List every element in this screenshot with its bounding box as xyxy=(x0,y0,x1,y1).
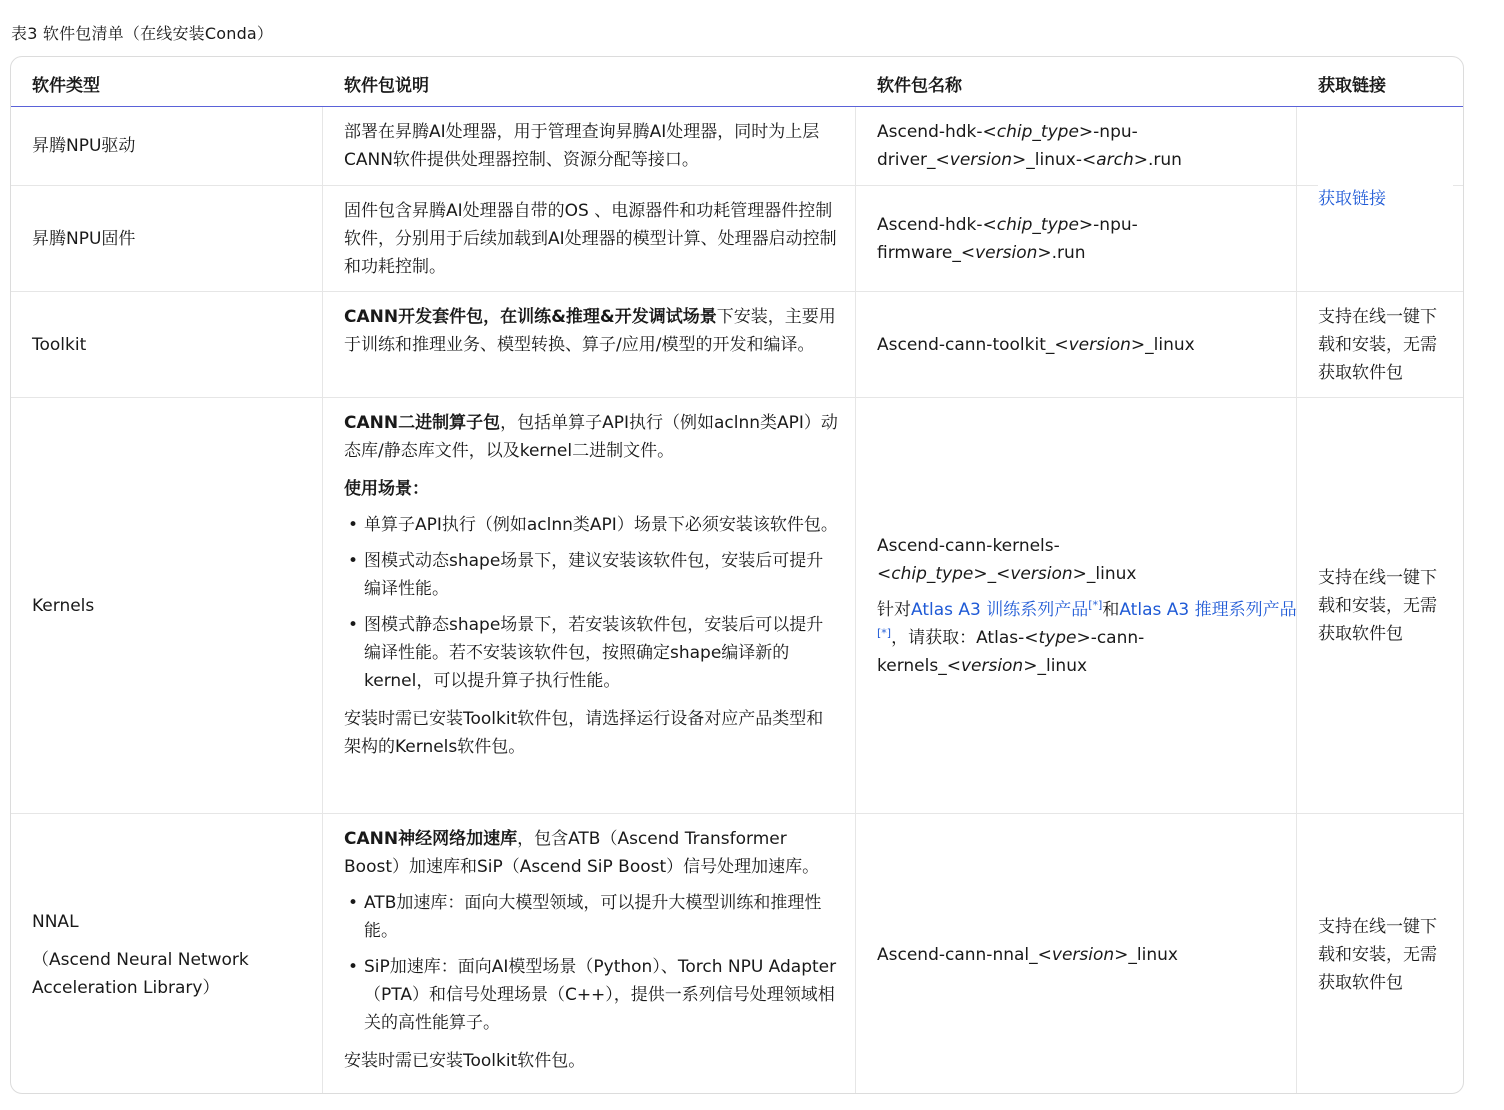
package-name-var: <version> xyxy=(1054,335,1146,355)
package-name-text: Ascend-cann-toolkit_ xyxy=(877,335,1055,355)
software-package-table xyxy=(10,56,1464,1094)
package-desc: 固件包含昇腾AI处理器自带的OS 、电源器件和功耗管理器件控制软件，分别用于后续加载到AI处理器的模型计算、处理器启动控制和功耗控制。 xyxy=(344,201,837,277)
header-get-link: 获取链接 xyxy=(1318,76,1386,96)
cell-get-link xyxy=(1318,398,1453,814)
footnote-marker[interactable]: [*] xyxy=(877,626,892,640)
package-name-text: .run xyxy=(1051,243,1086,263)
package-name-text: _ xyxy=(987,564,997,584)
list-item: • 图模式动态shape场景下，建议安装该软件包，安装后可提升编译性能。 xyxy=(344,547,839,603)
cell-get-link-merged xyxy=(1318,107,1453,291)
table-header xyxy=(11,57,1464,107)
online-install-note: 支持在线一键下载和安装，无需获取软件包 xyxy=(1318,568,1437,644)
cell-package-name xyxy=(877,118,1297,174)
list-item: • SiP加速库：面向AI模型场景（Python）、Torch NPU Adapter（PTA）和信号处理场景（C++），提供一系列信号处理领域相关的高性能算子。 xyxy=(344,953,839,1037)
desc-bold: CANN神经网络加速库 xyxy=(344,829,518,849)
note-text: ，请获取：Atlas- xyxy=(891,628,1025,648)
header-package-name: 软件包名称 xyxy=(877,76,962,96)
online-install-note: 支持在线一键下载和安装，无需获取软件包 xyxy=(1318,307,1437,383)
package-name-text: -npu-firmware_ xyxy=(877,215,1138,263)
list-item: • ATB加速库：面向大模型领域，可以提升大模型训练和推理性能。 xyxy=(344,889,839,945)
online-install-note: 支持在线一键下载和安装，无需获取软件包 xyxy=(1318,917,1437,993)
software-type: Kernels xyxy=(32,596,95,616)
package-name-text: Ascend-hdk- xyxy=(877,215,983,235)
cell-desc xyxy=(344,197,839,281)
package-name-text: -npu-driver_ xyxy=(877,122,1138,170)
package-name-var: <type> xyxy=(1024,628,1091,648)
software-type: 昇腾NPU驱动 xyxy=(32,136,136,156)
package-name-var: <version> xyxy=(935,150,1027,170)
note-text: -cann-kernels_ xyxy=(877,628,1145,676)
scene-list xyxy=(344,511,839,695)
note-text: _linux xyxy=(1037,656,1088,676)
table-row-npu-firmware xyxy=(11,185,1464,291)
package-name-text: _linux xyxy=(1128,945,1178,965)
package-name-text: _linux xyxy=(1086,564,1137,584)
cell-desc xyxy=(344,825,839,1075)
package-desc: 部署在昇腾AI处理器，用于管理查询昇腾AI处理器，同时为上层CANN软件提供处理器控制、资源分配等接口。 xyxy=(344,122,820,170)
cell-type xyxy=(32,398,312,814)
package-name-text: Ascend-hdk- xyxy=(877,122,983,142)
cell-package-name xyxy=(877,292,1297,398)
cell-desc xyxy=(344,409,839,761)
scene-title: 使用场景： xyxy=(344,479,429,499)
cell-package-name xyxy=(877,398,1297,814)
package-name-var: <version> xyxy=(960,243,1052,263)
install-note: 安装时需已安装Toolkit软件包。 xyxy=(344,1051,586,1071)
a3-package-note xyxy=(877,596,1297,680)
software-type: NNAL xyxy=(32,912,79,932)
install-note: 安装时需已安装Toolkit软件包，请选择运行设备对应产品类型和架构的Kernels软件包。 xyxy=(344,709,824,757)
table-row-nnal xyxy=(11,813,1464,1094)
package-name-var: <chip_type> xyxy=(982,122,1094,142)
package-name-var: <version> xyxy=(946,656,1038,676)
footnote-marker[interactable]: [*] xyxy=(1088,598,1103,612)
package-name-text: Ascend-cann-kernels- xyxy=(877,536,1060,556)
cell-type xyxy=(32,186,312,292)
cell-desc xyxy=(344,303,839,359)
desc-bold: CANN二进制算子包 xyxy=(344,413,501,433)
note-text: 和 xyxy=(1102,600,1120,620)
desc-text: ，包含ATB（Ascend Transformer Boost）加速库和SiP（Ascend SiP Boost）信号处理加速库。 xyxy=(344,829,820,877)
cell-get-link xyxy=(1318,814,1453,1094)
list-item: • 单算子API执行（例如aclnn类API）场景下必须安装该软件包。 xyxy=(344,511,839,539)
cell-type xyxy=(32,814,312,1094)
package-desc xyxy=(344,825,839,881)
desc-bold: CANN开发套件包，在训练&推理&开发调试场景 xyxy=(344,307,717,327)
table-row-toolkit xyxy=(11,291,1464,397)
desc-text: ，包括单算子API执行（例如aclnn类API）动态库/静态库文件，以及kernel二进制文件。 xyxy=(344,413,838,461)
note-text: 针对 xyxy=(877,600,911,620)
table-row-npu-driver xyxy=(11,107,1464,185)
cell-package-name xyxy=(877,211,1297,267)
package-name-var: <version> xyxy=(996,564,1087,584)
cell-package-name xyxy=(877,814,1297,1094)
table-row-kernels xyxy=(11,397,1464,813)
library-list xyxy=(344,889,839,1037)
package-name-var: <chip_type> xyxy=(877,564,988,584)
get-link[interactable]: 获取链接 xyxy=(1318,189,1386,209)
package-name-var: <version> xyxy=(1037,945,1129,965)
header-package-desc: 软件包说明 xyxy=(344,76,429,96)
cell-get-link xyxy=(1318,292,1453,398)
package-name-text: .run xyxy=(1148,150,1182,170)
software-type-full: （Ascend Neural Network Acceleration Library） xyxy=(32,950,249,998)
list-item: • 图模式静态shape场景下，若安装该软件包，安装后可以提升编译性能。若不安装该软件包，按照确定shape编译新的kernel，可以提升算子执行性能。 xyxy=(344,611,839,695)
package-name-var: <arch> xyxy=(1081,150,1149,170)
package-name-text: _linux xyxy=(1145,335,1195,355)
software-type: Toolkit xyxy=(32,335,87,355)
cell-type xyxy=(32,107,312,185)
atlas-a3-inference-link[interactable]: Atlas A3 推理系列产品 xyxy=(1119,600,1297,620)
software-type: 昇腾NPU固件 xyxy=(32,229,136,249)
package-desc xyxy=(344,409,839,465)
desc-text: 下安装，主要用于训练和推理业务、模型转换、算子/应用/模型的开发和编译。 xyxy=(344,307,836,355)
table-caption: 表3 软件包清单（在线安装Conda） xyxy=(11,24,274,43)
package-name-text: Ascend-cann-nnal_ xyxy=(877,945,1038,965)
package-name-text: _linux- xyxy=(1026,150,1082,170)
atlas-a3-training-link[interactable]: Atlas A3 训练系列产品 xyxy=(911,600,1089,620)
cell-type xyxy=(32,292,312,398)
package-name xyxy=(877,532,1297,588)
package-desc xyxy=(344,303,839,359)
header-software-type: 软件类型 xyxy=(32,76,100,96)
cell-desc xyxy=(344,118,839,174)
package-name-var: <chip_type> xyxy=(982,215,1094,235)
